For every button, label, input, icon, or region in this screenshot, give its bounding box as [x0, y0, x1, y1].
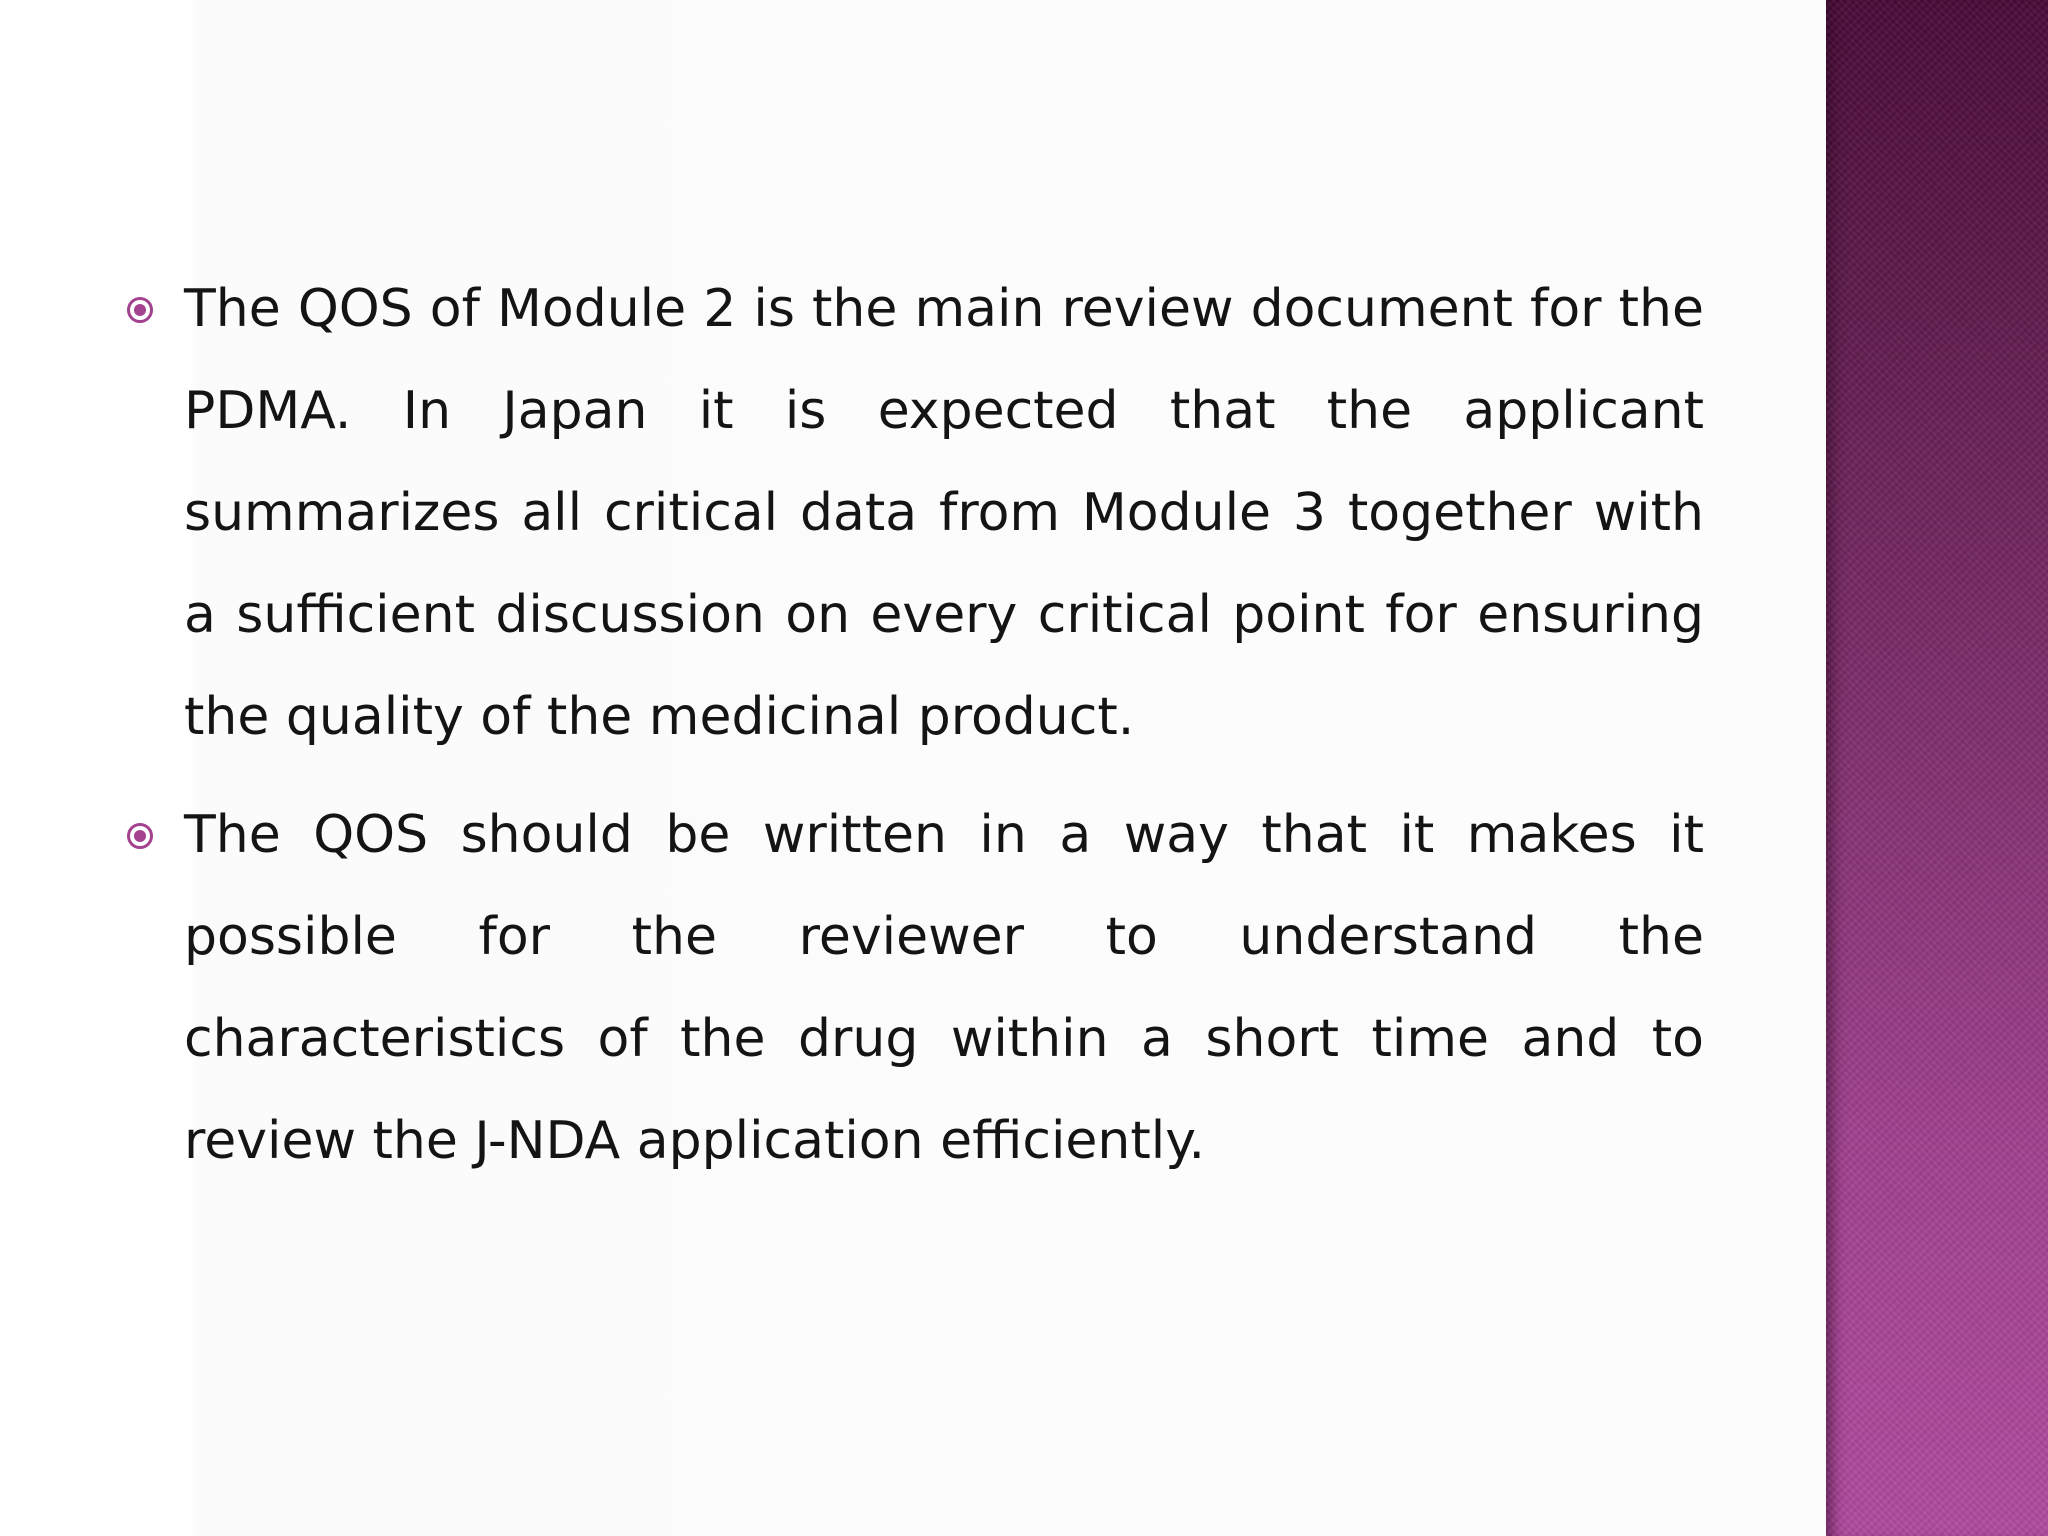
bullet-text: The QOS of Module 2 is the main review document for the PDMA. In Japan it is expected that the applicant summarizes all critical data from Module 3 together with a sufficient discussion on every critical point for ensuring the quality of the medicinal product. [184, 279, 1704, 747]
circled-dot-bullet-icon [126, 822, 154, 850]
decorative-side-bar [1826, 0, 2048, 1536]
bullet-item [124, 258, 1704, 768]
bullet-list [124, 258, 1704, 1208]
circled-dot-bullet-icon [126, 296, 154, 324]
bullet-item [124, 784, 1704, 1192]
bullet-text: The QOS should be written in a way that it makes it possible for the reviewer to understand the characteristics of the drug within a short time and to review the J-NDA application efficiently. [184, 805, 1704, 1171]
